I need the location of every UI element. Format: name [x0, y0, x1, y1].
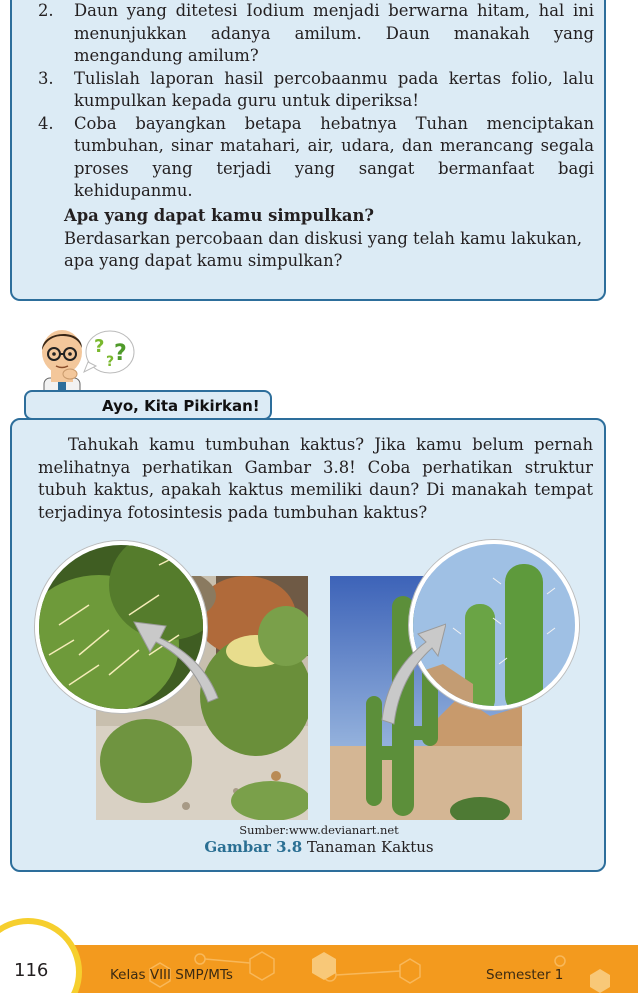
- svg-text:?: ?: [94, 336, 105, 357]
- question-bubble-icon: [82, 328, 136, 376]
- step-item: [38, 0, 594, 68]
- question-paragraph: [38, 434, 593, 524]
- page-number-badge: [0, 918, 82, 993]
- step-number: 2.: [38, 1, 54, 20]
- figure-label: Gambar 3.8: [204, 838, 303, 856]
- step-number: 4.: [38, 113, 54, 133]
- figure-source: Sumber:www.devianart.net: [239, 823, 399, 837]
- zoom-arrow-icon: [130, 612, 230, 704]
- question-text: Tahukah kamu tumbuhan kaktus? Jika kamu belum pernah melihatnya perhatikan Gambar 3.8! Coba perhatikan struktur tubuh kaktus, apakah kaktus memiliki daun? Di manakah tempat terjadinya fotosintesis pada tumbuhan kaktus?: [38, 435, 593, 522]
- conclusion-text: Berdasarkan percobaan dan diskusi yang telah kamu lakukan, apa yang dapat kamu simpulkan?: [64, 228, 583, 270]
- step-item: [38, 113, 594, 203]
- conclusion-block: [64, 205, 584, 273]
- section-label: Ayo, Kita Pikirkan!: [24, 390, 272, 420]
- step-text: Tulislah laporan hasil percobaanmu pada kertas folio, lalu kumpulkan kepada guru untuk diperiksa!: [74, 68, 594, 110]
- footer-book-title: Kelas VIII SMP/MTs: [110, 967, 233, 983]
- step-text: Daun yang ditetesi Iodium menjadi berwarna hitam, hal ini menunjukkan adanya amilum. Daun manakah yang mengandung amilum?: [74, 1, 594, 65]
- steps-list: [38, 0, 594, 203]
- svg-text:?: ?: [114, 341, 127, 366]
- footer-semester: Semester 1: [486, 967, 564, 983]
- activity-box: [10, 0, 606, 301]
- svg-text:?: ?: [106, 354, 115, 370]
- figure-title: Tanaman Kaktus: [307, 838, 434, 856]
- conclusion-heading: Apa yang dapat kamu simpulkan?: [64, 206, 375, 225]
- figure-caption: [0, 838, 638, 856]
- step-number: 3.: [38, 68, 54, 88]
- step-item: [38, 68, 594, 113]
- step-text: Coba bayangkan betapa hebatnya Tuhan menciptakan tumbuhan, sinar matahari, air, udara, dan merancang segala proses yang terjadi yang sangat bermanfaat bagi kehidupanmu.: [74, 113, 594, 200]
- page-number: 116: [14, 960, 49, 981]
- zoom-arrow-icon: [376, 616, 446, 726]
